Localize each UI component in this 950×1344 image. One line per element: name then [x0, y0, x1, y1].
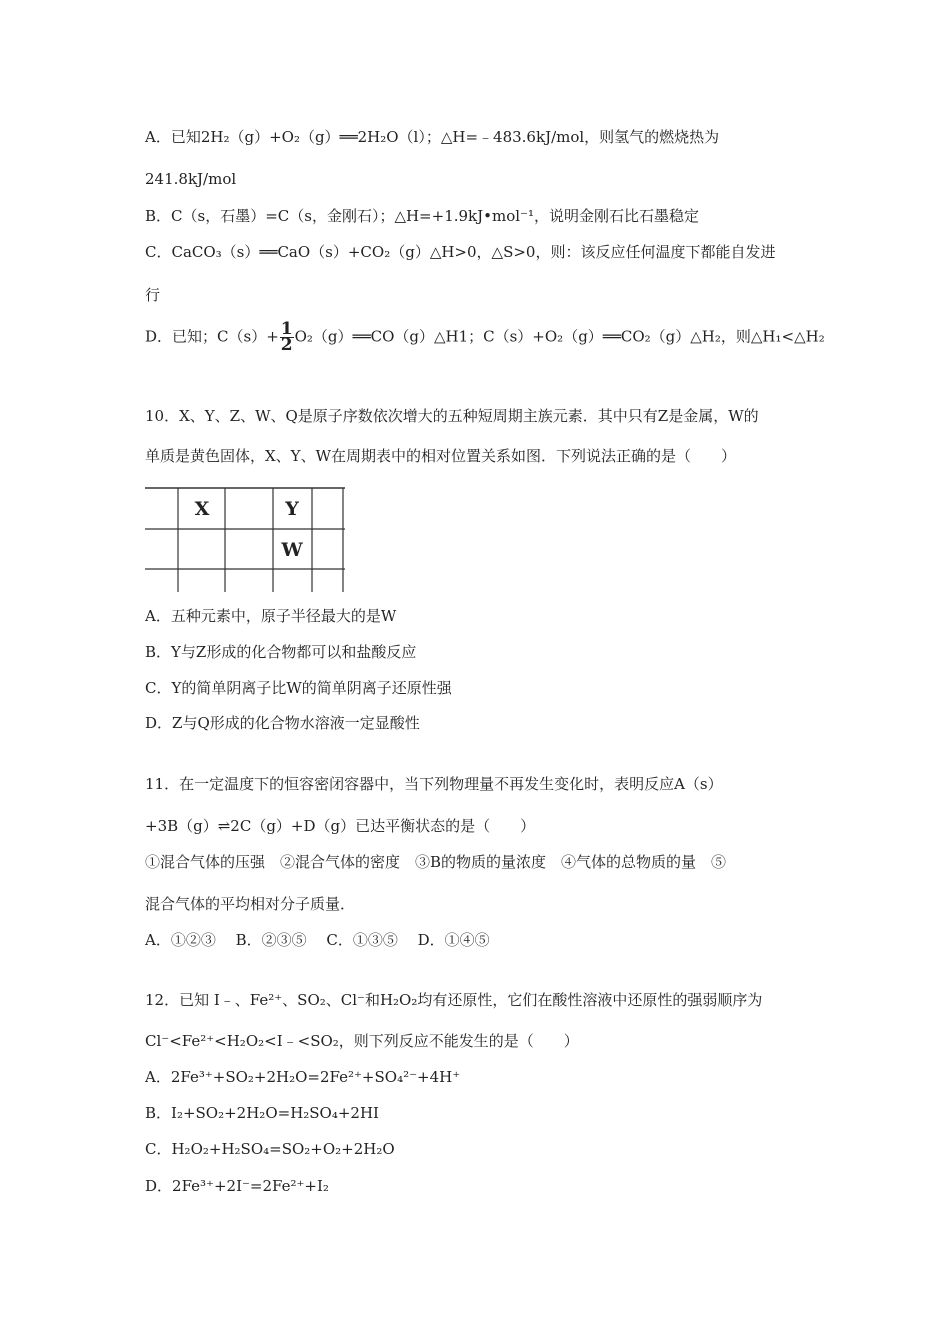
q9-option-a-line2: 241.8kJ/mol [145, 170, 237, 188]
q12-stem-line1: 12．已知 I﹣、Fe²⁺、SO₂、Cl⁻和H₂O₂均有还原性，它们在酸性溶液中还原性的强弱顺序为 [145, 991, 763, 1009]
q9-option-d-suffix: O₂（g）══CO（g）△H1；C（s）+O₂（g）══CO₂（g）△H₂，则△H₁<△H₂ [294, 327, 825, 346]
q12-option-a: A．2Fe³⁺+SO₂+2H₂O=2Fe²⁺+SO₄²⁻+4H⁺ [145, 1068, 461, 1086]
q9-option-a-line1: A．已知2H₂（g）+O₂（g）══2H₂O（l）；△H=﹣483.6kJ/mol，则氢气的燃烧热为 [145, 128, 720, 146]
q10-option-b: B．Y与Z形成的化合物都可以和盐酸反应 [145, 643, 417, 661]
q10-stem-line1: 10．X、Y、Z、W、Q是原子序数依次增大的五种短周期主族元素．其中只有Z是金属，W的 [145, 407, 759, 425]
q10-option-d: D．Z与Q形成的化合物水溶液一定显酸性 [145, 714, 420, 732]
q11-items-line2: 混合气体的平均相对分子质量． [145, 895, 356, 913]
q9-option-d [145, 319, 825, 355]
q11-items-line1: ①混合气体的压强 ②混合气体的密度 ③B的物质的量浓度 ④气体的总物质的量 ⑤ [145, 853, 727, 871]
q10-stem-line2: 单质是黄色固体，X、Y、W在周期表中的相对位置关系如图．下列说法正确的是（ ） [145, 447, 737, 465]
q9-option-c-line2: 行 [145, 286, 161, 304]
periodic-grid-svg [145, 486, 345, 592]
q9-option-c-line1: C．CaCO₃（s）══CaO（s）+CO₂（g）△H>0，△S>0，则：该反应任何温度下都能自发进 [145, 243, 776, 261]
q11-stem-line2: +3B（g）⇌2C（g）+D（g）已达平衡状态的是（ ） [145, 817, 536, 835]
grid-cell-w: W [281, 539, 303, 561]
q12-stem-line2: Cl⁻<Fe²⁺<H₂O₂<I﹣<SO₂，则下列反应不能发生的是（ ） [145, 1032, 579, 1050]
grid-cell-x: X [194, 498, 210, 520]
q12-option-b: B．I₂+SO₂+2H₂O=H₂SO₄+2HI [145, 1104, 379, 1122]
fraction-one-half [280, 319, 294, 355]
q11-options: A．①②③ B．②③⑤ C．①③⑤ D．①④⑤ [145, 931, 490, 949]
q12-option-c: C．H₂O₂+H₂SO₄=SO₂+O₂+2H₂O [145, 1140, 395, 1158]
fraction-numerator: 1 [280, 319, 293, 339]
q9-option-d-prefix: D．已知；C（s）+ [145, 327, 279, 346]
q10-option-a: A．五种元素中，原子半径最大的是W [145, 607, 397, 625]
periodic-table-fragment [145, 486, 345, 592]
q9-option-b: B．C（s，石墨）=C（s，金刚石）；△H=+1.9kJ•mol⁻¹，说明金刚石比石墨稳定 [145, 207, 699, 225]
q12-option-d: D．2Fe³⁺+2I⁻=2Fe²⁺+I₂ [145, 1177, 329, 1195]
fraction-denominator: 2 [280, 335, 293, 355]
grid-lines [145, 488, 345, 592]
q10-option-c: C．Y的简单阴离子比W的简单阴离子还原性强 [145, 679, 452, 697]
grid-cell-y: Y [285, 498, 299, 520]
q11-stem-line1: 11．在一定温度下的恒容密闭容器中，当下列物理量不再发生变化时，表明反应A（s） [145, 775, 723, 793]
